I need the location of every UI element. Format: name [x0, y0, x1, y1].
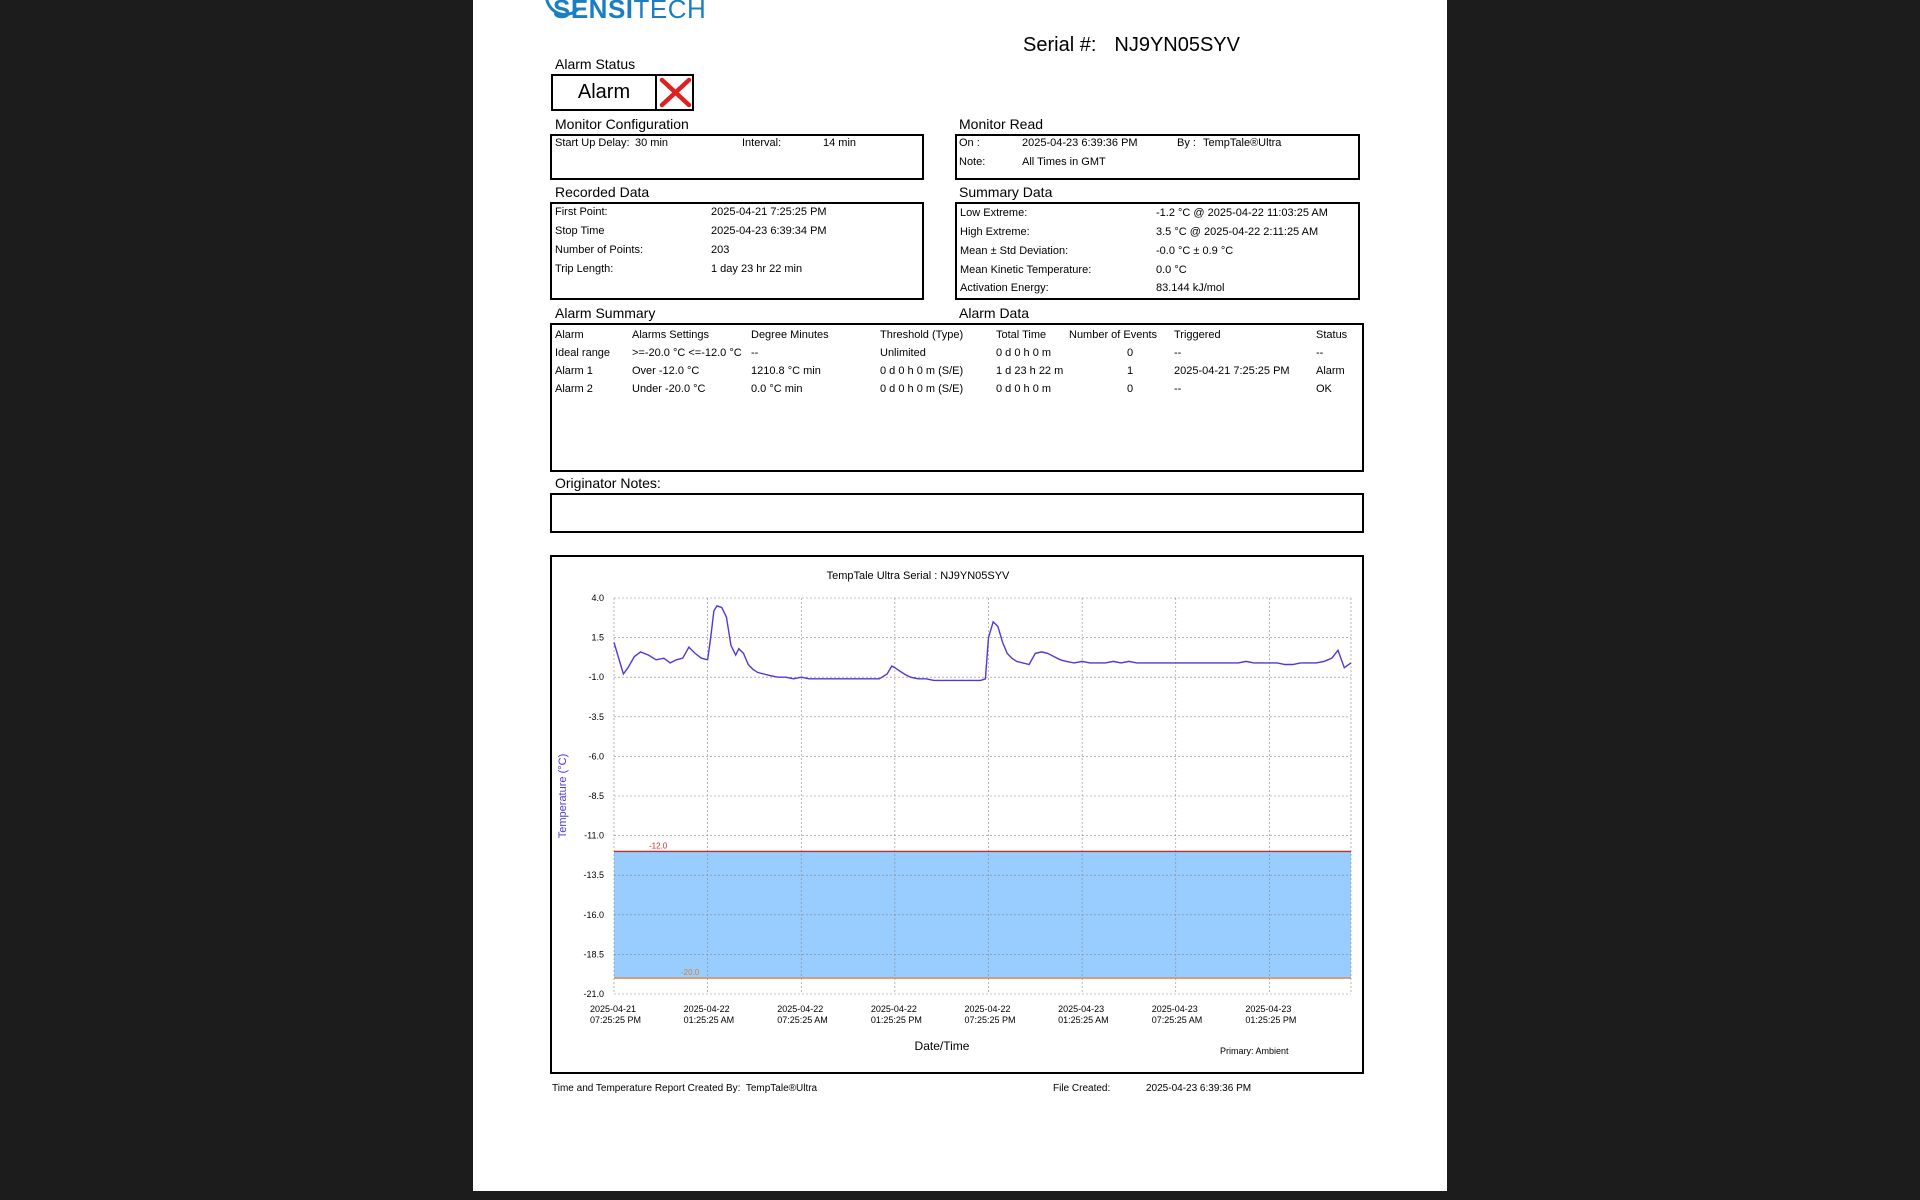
- summary-data-title: Summary Data: [959, 184, 1053, 200]
- footer-created-by-label: Time and Temperature Report Created By:: [552, 1083, 741, 1094]
- x-tick-label-time: 07:25:25 PM: [964, 1015, 1016, 1025]
- x-tick-label-time: 01:25:25 PM: [870, 1015, 922, 1025]
- alarm-status-box: [551, 74, 694, 111]
- x-tick-label-date: 2025-04-22: [964, 1004, 1011, 1014]
- x-tick-label-time: 01:25:25 AM: [1058, 1015, 1109, 1025]
- y-axis-label: Temperature (°C): [557, 753, 569, 839]
- alarm-cell: 0 d 0 h 0 m (S/E): [880, 365, 964, 377]
- recorded-data-title: Recorded Data: [555, 184, 650, 200]
- alarm-cell: --: [1174, 347, 1182, 359]
- summary-value: -1.2 °C @ 2025-04-22 11:03:25 AM: [1156, 207, 1328, 219]
- footer-created-by-value: TempTale®Ultra: [745, 1083, 818, 1094]
- alarm-cell: 1210.8 °C min: [751, 365, 821, 377]
- alarm-cell: 0.0 °C min: [751, 383, 803, 395]
- recorded-data-box: [550, 202, 924, 300]
- summary-value: 3.5 °C @ 2025-04-22 2:11:25 AM: [1156, 226, 1319, 238]
- alarm-cell: --: [751, 347, 759, 359]
- summary-data-box: [955, 202, 1360, 300]
- y-tick-label: -6.0: [588, 751, 604, 762]
- summary-value: 0.0 °C: [1156, 264, 1187, 276]
- temperature-chart-box: [550, 555, 1364, 1074]
- y-tick-label: -1.0: [588, 672, 604, 683]
- alarm-cell: 0 d 0 h 0 m: [996, 383, 1052, 395]
- monitor-read-title: Monitor Read: [959, 116, 1044, 132]
- logo-text: [553, 0, 706, 25]
- alarm-header-cell: Threshold (Type): [880, 329, 964, 341]
- alarm-cell: --: [1316, 347, 1324, 359]
- x-tick-label-time: 01:25:25 AM: [683, 1015, 735, 1025]
- footer-file-created-label: File Created:: [1053, 1083, 1111, 1094]
- alarm-cell: Alarm 2: [555, 383, 593, 395]
- startup-delay-value: 30 min: [635, 137, 669, 149]
- sensitech-logo: [545, 0, 705, 32]
- alarm-header-cell: Total Time: [996, 329, 1047, 341]
- summary-label: Mean ± Std Deviation:: [960, 245, 1069, 257]
- x-tick-label-time: 07:25:25 AM: [1151, 1015, 1203, 1025]
- read-note-value: All Times in GMT: [1022, 156, 1106, 168]
- alarm-cell: 0: [1127, 347, 1134, 359]
- alarm-cell: 2025-04-21 7:25:25 PM: [1174, 365, 1290, 377]
- interval-value: 14 min: [823, 137, 857, 149]
- alarm-x-icon: [659, 77, 692, 108]
- alarm-summary-box: [550, 323, 1364, 472]
- logo-bold-text: SENSI: [553, 0, 634, 24]
- alarm-header-cell: Status: [1316, 329, 1348, 341]
- alarm-cell: 0: [1127, 383, 1134, 395]
- originator-notes-title: Originator Notes:: [555, 475, 661, 491]
- monitor-config-title: Monitor Configuration: [555, 116, 689, 132]
- table-row: [555, 344, 1356, 362]
- recorded-label: Trip Length:: [555, 263, 614, 275]
- x-tick-label-date: 2025-04-21: [590, 1004, 637, 1014]
- x-tick-label-time: 07:25:25 AM: [777, 1015, 828, 1025]
- originator-notes-box: [550, 493, 1364, 533]
- x-tick-label-date: 2025-04-22: [870, 1004, 917, 1014]
- y-tick-label: -13.5: [583, 870, 604, 881]
- y-tick-label: 1.5: [591, 632, 604, 643]
- recorded-label: First Point:: [555, 206, 608, 218]
- summary-value: 83.144 kJ/mol: [1156, 282, 1225, 294]
- y-tick-label: -21.0: [583, 989, 604, 999]
- alarm-cell: Unlimited: [880, 347, 926, 359]
- table-row: [555, 362, 1356, 380]
- footer-created-by: [552, 1083, 817, 1094]
- recorded-value: 203: [711, 244, 730, 256]
- recorded-value: 1 day 23 hr 22 min: [711, 263, 803, 275]
- read-by-label: By :: [1177, 137, 1196, 149]
- recorded-label: Stop Time: [555, 225, 605, 237]
- alarm-table: [555, 326, 1356, 398]
- alarm-data-title: Alarm Data: [959, 305, 1030, 321]
- x-axis-label: Date/Time: [914, 1039, 970, 1053]
- alarm-cell: Alarm: [1316, 365, 1345, 377]
- alarm-summary-title: Alarm Summary: [555, 305, 656, 321]
- alarm-cell: 1 d 23 h 22 m: [996, 365, 1064, 377]
- alarm-header-cell: Alarm: [555, 329, 584, 341]
- alarm-cell: Over -12.0 °C: [632, 365, 700, 377]
- x-tick-label-date: 2025-04-23: [1058, 1004, 1105, 1014]
- chart-title: TempTale Ultra Serial : NJ9YN05SYV: [826, 570, 1010, 582]
- temperature-chart: [552, 557, 1362, 1072]
- y-tick-label: -16.0: [583, 909, 604, 920]
- alarm-cell: Ideal range: [555, 347, 611, 359]
- alarm-cell: 0 d 0 h 0 m (S/E): [880, 383, 964, 395]
- alarm-cell: 1: [1127, 365, 1134, 377]
- alarm-status-value: Alarm: [553, 76, 657, 109]
- alarm-cell: --: [1174, 383, 1182, 395]
- recorded-value: 2025-04-23 6:39:34 PM: [711, 225, 827, 237]
- read-on-value: 2025-04-23 6:39:36 PM: [1022, 137, 1138, 149]
- x-tick-label-date: 2025-04-23: [1151, 1004, 1198, 1014]
- interval-label: Interval:: [742, 137, 782, 149]
- temperature-series-line: [614, 606, 1351, 681]
- y-tick-label: -8.5: [588, 791, 604, 801]
- alarm-cell: 0 d 0 h 0 m: [996, 347, 1052, 359]
- recorded-value: 2025-04-21 7:25:25 PM: [711, 206, 827, 218]
- limit-label: -20.0: [681, 968, 700, 978]
- footer-file-created-value: 2025-04-23 6:39:36 PM: [1146, 1083, 1252, 1094]
- startup-delay-label: Start Up Delay:: [555, 137, 630, 149]
- alarm-header-cell: Triggered: [1174, 329, 1221, 341]
- summary-value: -0.0 °C ± 0.9 °C: [1156, 245, 1234, 257]
- y-tick-label: -18.5: [583, 949, 604, 960]
- x-tick-label-time: 01:25:25 PM: [1245, 1015, 1297, 1025]
- alarm-cell: Under -20.0 °C: [632, 383, 706, 395]
- logo-light-text: TECH: [633, 0, 707, 24]
- x-tick-label-date: 2025-04-23: [1245, 1004, 1292, 1014]
- read-by-value: TempTale®Ultra: [1203, 137, 1282, 149]
- summary-label: Low Extreme:: [960, 207, 1028, 219]
- x-tick-label-date: 2025-04-22: [683, 1004, 730, 1014]
- alarm-table-header: [555, 326, 1356, 344]
- serial-number: [1023, 34, 1240, 57]
- alarm-status-title: Alarm Status: [555, 56, 636, 72]
- table-row: [555, 380, 1356, 398]
- serial-value: NJ9YN05SYV: [1114, 34, 1240, 56]
- summary-label: Activation Energy:: [960, 282, 1049, 294]
- alarm-cell: >=-20.0 °C <=-12.0 °C: [632, 347, 742, 359]
- report-page: [473, 0, 1447, 1191]
- summary-label: Mean Kinetic Temperature:: [960, 264, 1092, 276]
- y-tick-label: 4.0: [591, 593, 604, 603]
- x-tick-label-time: 07:25:25 PM: [590, 1015, 642, 1025]
- alarm-cell: Alarm 1: [555, 365, 593, 377]
- x-tick-label-date: 2025-04-22: [777, 1004, 824, 1014]
- y-tick-label: -11.0: [584, 830, 604, 841]
- read-note-label: Note:: [959, 156, 986, 168]
- read-on-label: On :: [959, 137, 980, 149]
- alarm-header-cell: Degree Minutes: [751, 329, 829, 341]
- monitor-config-box: [550, 134, 924, 180]
- serial-label: Serial #:: [1023, 34, 1097, 56]
- limit-label: -12.0: [649, 841, 668, 851]
- alarm-cell: OK: [1316, 383, 1332, 395]
- alarm-header-cell: Number of Events: [1069, 329, 1158, 341]
- summary-label: High Extreme:: [960, 226, 1030, 238]
- y-tick-label: -3.5: [588, 711, 604, 722]
- alarm-header-cell: Alarms Settings: [632, 329, 710, 341]
- monitor-read-box: [955, 134, 1360, 180]
- recorded-label: Number of Points:: [555, 244, 644, 256]
- chart-legend: Primary: Ambient: [1220, 1046, 1289, 1056]
